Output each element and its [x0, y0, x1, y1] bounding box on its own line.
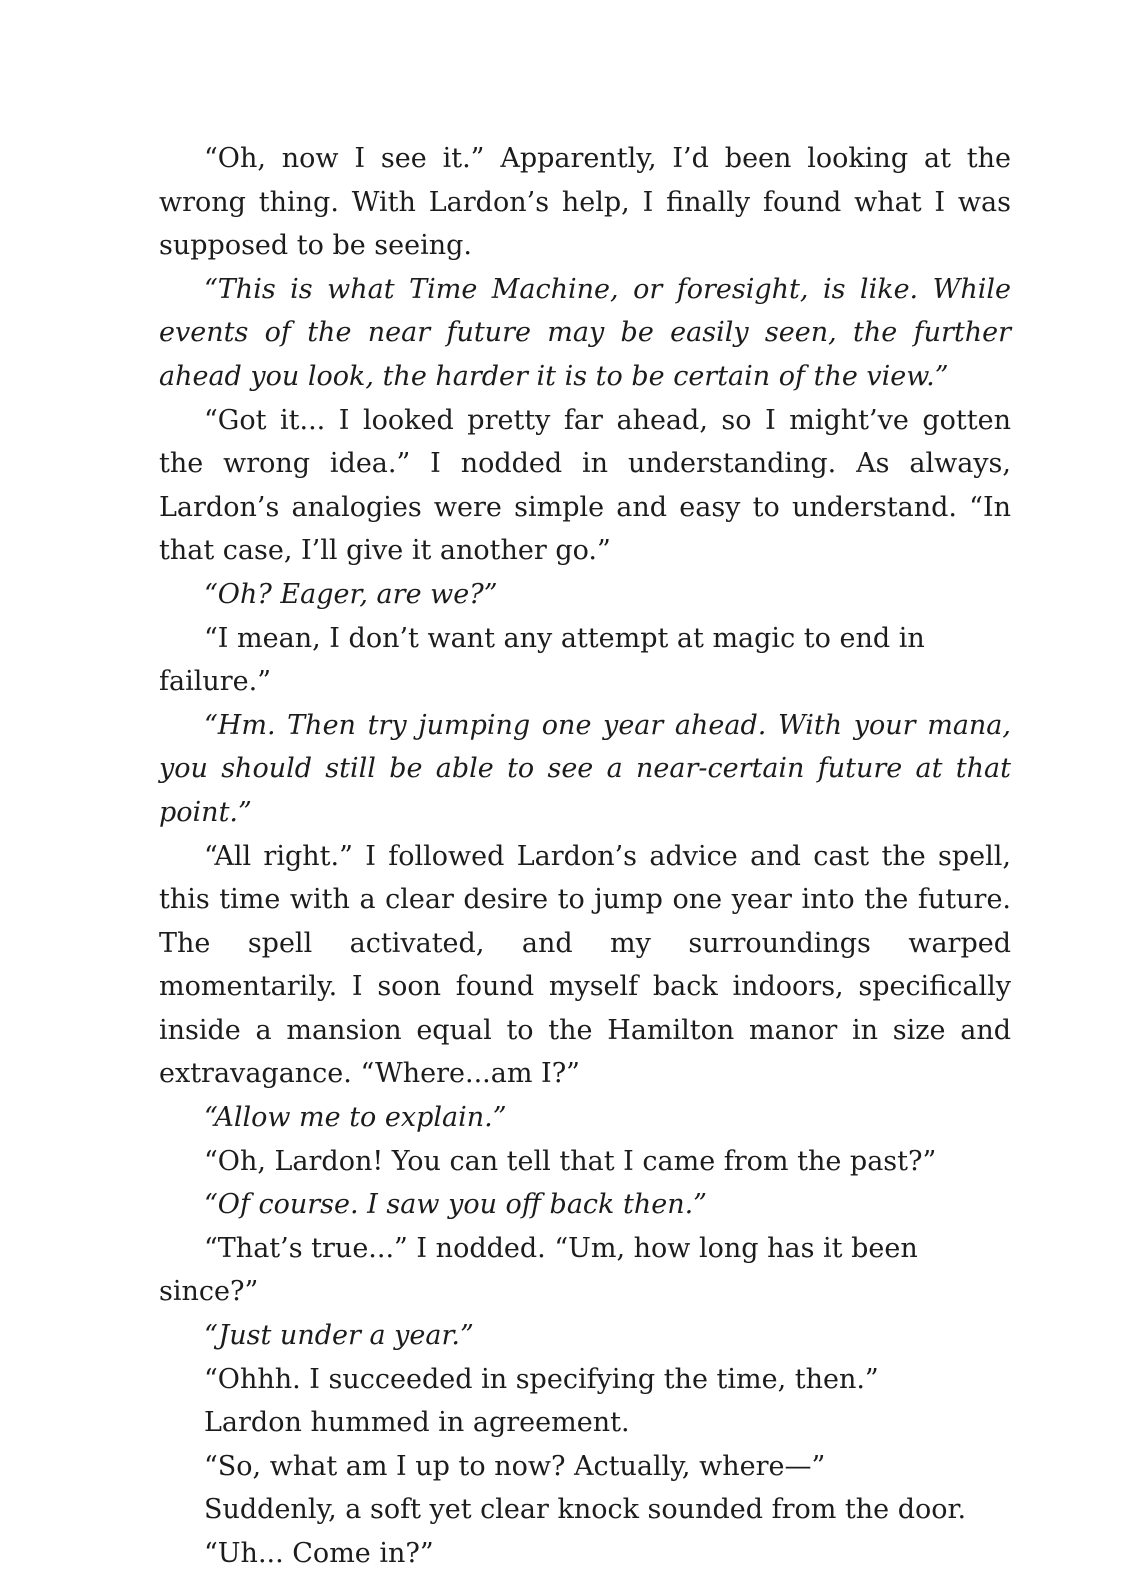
paragraph: Lardon hummed in agreement.: [204, 1407, 630, 1439]
paragraph-italic: “This is what Time Machine, or foresight, is like. While events of the near future may be easily seen, the further ahead you look, the harder it is to be certain of the view.”: [159, 273, 1011, 392]
paragraph: “Oh, Lardon! You can tell that I came from the past?”: [204, 1145, 937, 1177]
paragraph-italic: “Just under a year.”: [204, 1320, 474, 1352]
paragraph: “Oh, now I see it.” Apparently, I’d been looking at the wrong thing. With Lardon’s help, I finally found what I was supposed to be seeing.: [159, 143, 1011, 262]
paragraph: “Got it... I looked pretty far ahead, so I might’ve gotten the wrong idea.” I nodded in understanding. As always, Lardon’s analogies were simple and easy to understand. “In that case, I’ll give it another go.”: [159, 404, 1011, 567]
paragraph: “Ohhh. I succeeded in specifying the time, then.”: [204, 1363, 879, 1395]
paragraph-italic: “Of course. I saw you off back then.”: [204, 1189, 707, 1221]
paragraph-italic: “Allow me to explain.”: [204, 1102, 507, 1134]
book-page: [159, 137, 1011, 1576]
paragraph-italic: “Oh? Eager, are we?”: [204, 578, 498, 610]
paragraph: “I mean, I don’t want any attempt at magic to end in failure.”: [159, 622, 925, 698]
paragraph: “All right.” I followed Lardon’s advice and cast the spell, this time with a clear desire to jump one year into the future. The spell activated, and my surroundings warped momentarily. I soon found myself back indoors, specifically inside a mansion equal to the Hamilton manor in size and extravagance. “Where...am I?”: [159, 840, 1011, 1090]
paragraph: “So, what am I up to now? Actually, where—”: [204, 1450, 826, 1482]
paragraph: “That’s true...” I nodded. “Um, how long has it been since?”: [159, 1232, 918, 1308]
paragraph: “Uh... Come in?”: [204, 1538, 434, 1569]
paragraph-italic: “Hm. Then try jumping one year ahead. With your mana, you should still be able to see a near-certain future at that point.”: [159, 709, 1011, 828]
paragraph: Suddenly, a soft yet clear knock sounded from the door.: [204, 1494, 967, 1526]
